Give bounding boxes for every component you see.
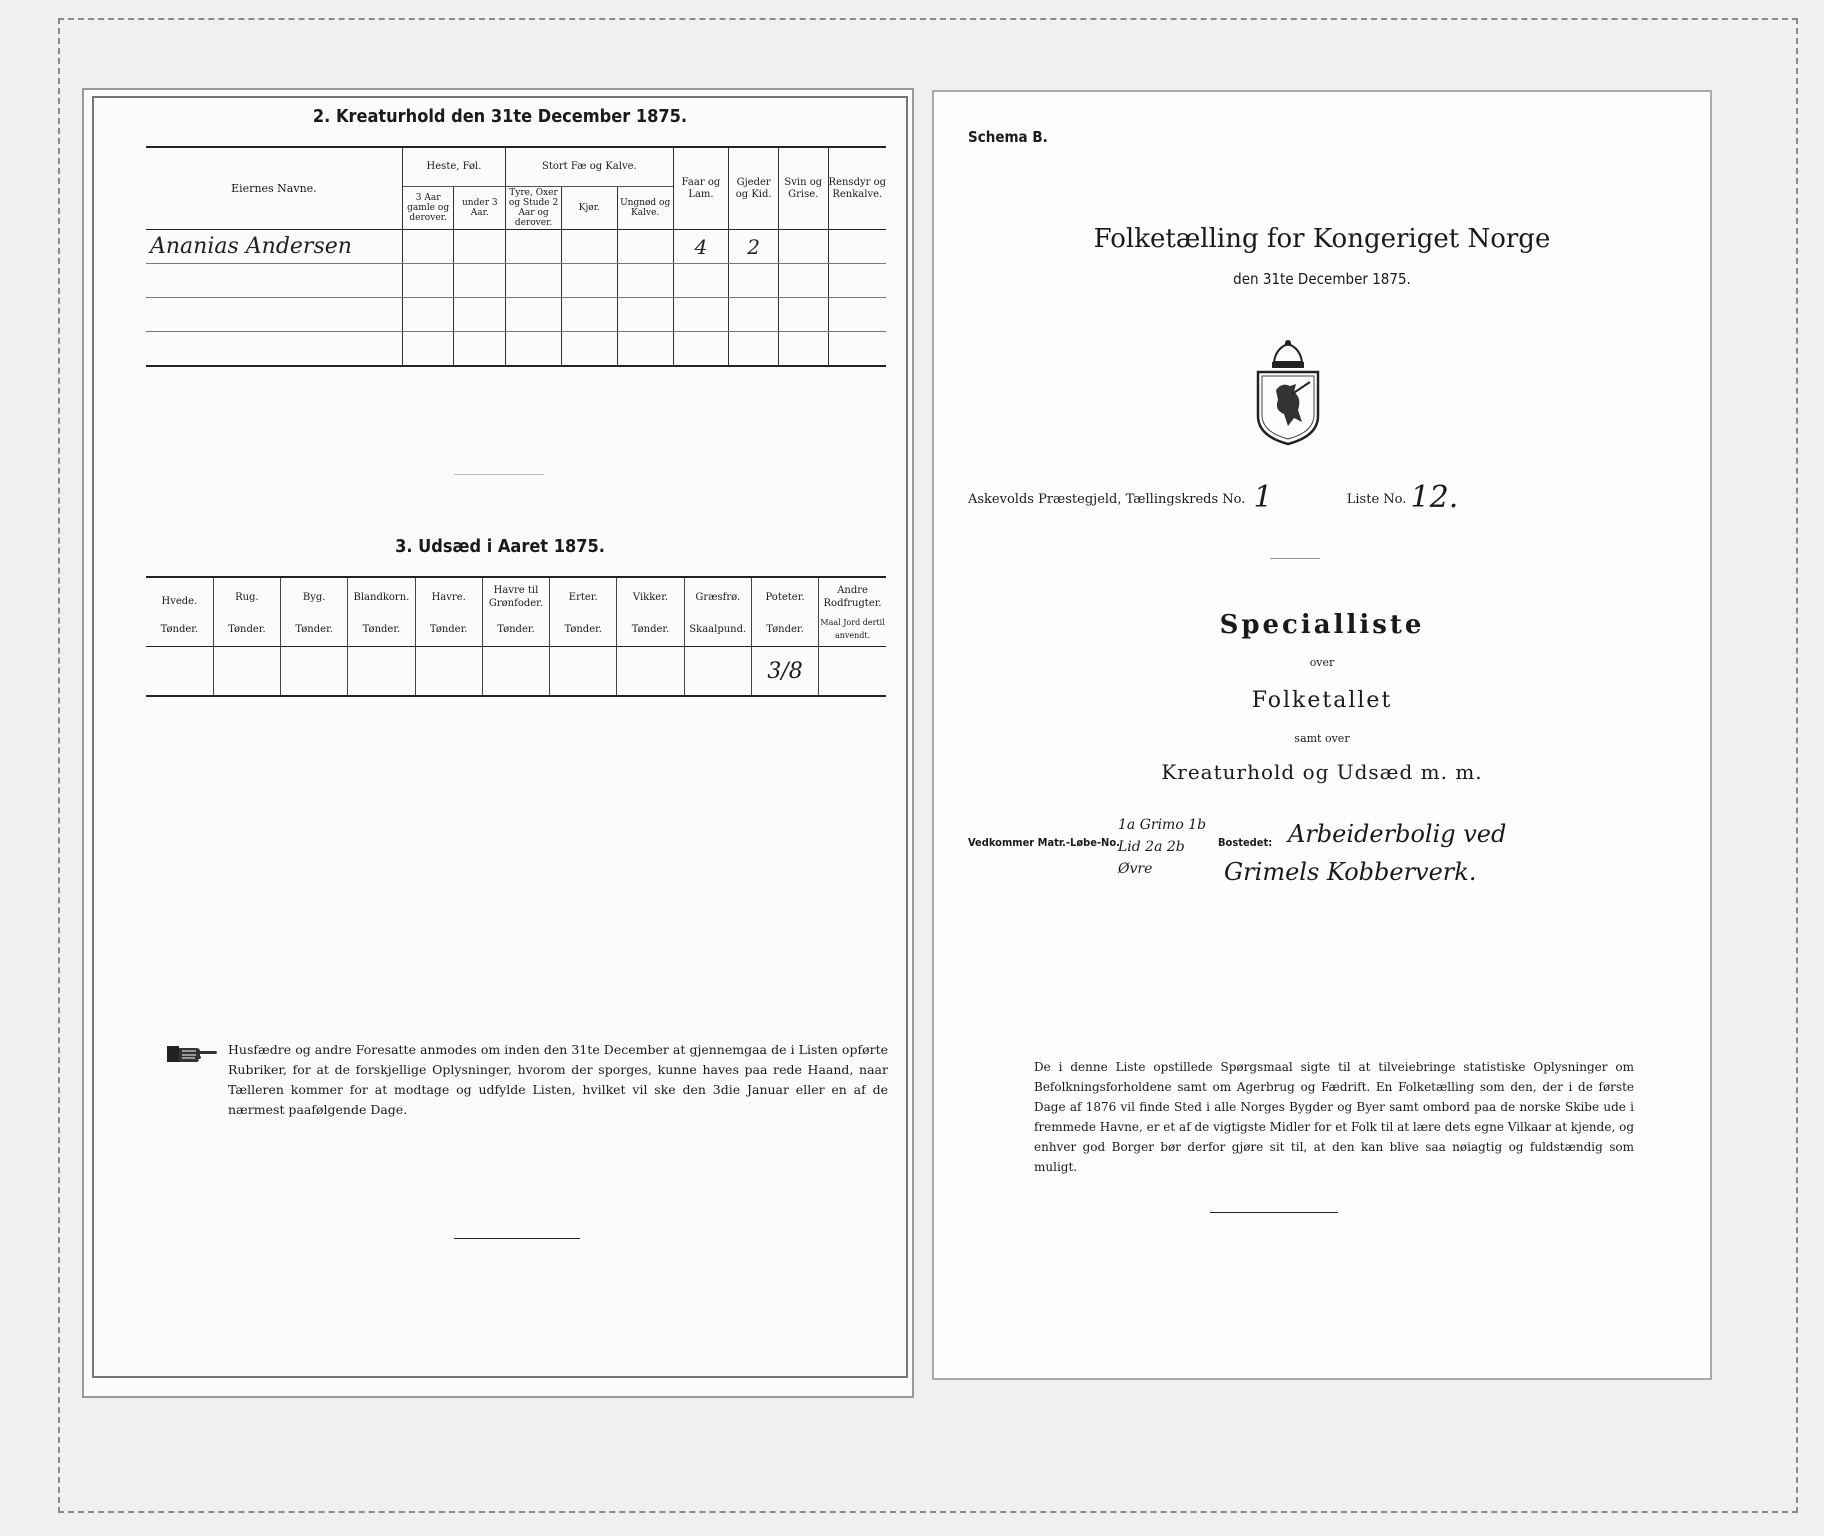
matr-label: Vedkommer Matr.-Løbe-No. [968, 836, 1120, 849]
divider [1210, 1212, 1338, 1213]
value-cell [213, 647, 280, 697]
bosted-line-2: Grimels Kobberverk. [1224, 858, 1477, 886]
section3-title: 3. Udsæd i Aaret 1875. [395, 536, 605, 557]
cattle-header: Stort Fæ og Kalve. [506, 147, 673, 187]
unit-label: Tønder. [751, 616, 818, 647]
divider [454, 1238, 580, 1239]
unit-label: Tønder. [213, 616, 280, 647]
table-row [146, 298, 886, 332]
folketallet-title: Folketallet [1251, 688, 1393, 713]
cattle-sub-bulls: Tyre, Oxer og Stude 2 Aar og derover. [506, 187, 562, 230]
kreatur-title: Kreaturhold og Udsæd m. m. [1161, 760, 1483, 784]
value-cell [828, 230, 886, 264]
cattle-sub-calves: Ungnød og Kalve. [617, 187, 673, 230]
value-cell [402, 230, 454, 264]
instructions-notice: Husfædre og andre Foresatte anmodes om inden den 31te December at gjennemgaa de i Listen opførte Rubriker, for at de forskjellige Oplysninger, hvorom der sporges, kunne haves paa rede Haand, naar Tælleren kommer for at modtage og udfylde Listen, hvilket vil ske den 3die Januar eller en af de nærmest paafølgende Dage. [228, 1042, 888, 1117]
coat-of-arms-icon [1252, 338, 1324, 446]
col-header: Andre Rodfrugter. [819, 577, 886, 616]
unit-label: Tønder. [482, 616, 549, 647]
district-prefix: Askevolds Præstegjeld, Tællingskreds No. [968, 492, 1246, 507]
owner-name [146, 298, 402, 332]
value-cell [415, 647, 482, 697]
value-cell [146, 647, 213, 697]
reindeer-header: Rensdyr og Renkalve. [828, 147, 886, 230]
unit-label: Tønder. [348, 616, 415, 647]
table-row [146, 647, 886, 697]
sowing-table [146, 576, 886, 697]
value-cell [561, 230, 617, 264]
list-label: Liste No. [1346, 492, 1407, 507]
unit-label: Tønder. [281, 616, 348, 647]
col-header: Byg. [281, 577, 348, 616]
divider [1270, 558, 1320, 559]
potatoes-value: 3/8 [751, 647, 818, 697]
col-header: Poteter. [751, 577, 818, 616]
unit-label: Skaalpund. [684, 616, 751, 647]
value-cell [684, 647, 751, 697]
col-header: Havre. [415, 577, 482, 616]
horses-sub-young: under 3 Aar. [454, 187, 506, 230]
col-header: Hvede. [146, 577, 213, 616]
horses-header: Heste, Føl. [402, 147, 505, 187]
pigs-header: Svin og Grise. [778, 147, 828, 230]
table-row [146, 332, 886, 367]
table-row [146, 230, 886, 264]
list-number: 12. [1410, 480, 1459, 515]
col-header: Rug. [213, 577, 280, 616]
goats-value: 2 [729, 230, 779, 264]
value-cell [778, 230, 828, 264]
sheep-header: Faar og Lam. [673, 147, 729, 230]
value-cell [550, 647, 617, 697]
value-cell [482, 647, 549, 697]
unit-label: Tønder. [146, 616, 213, 647]
owner-name [146, 264, 402, 298]
district-line [968, 476, 1688, 515]
over-label: over [1309, 656, 1335, 669]
value-cell [348, 647, 415, 697]
col-header: Blandkorn. [348, 577, 415, 616]
special-list-title: Specialliste [1219, 610, 1425, 640]
section2-title: 2. Kreaturhold den 31te December 1875. [312, 106, 688, 127]
col-header: Græsfrø. [684, 577, 751, 616]
col-header: Vikker. [617, 577, 684, 616]
value-cell [819, 647, 886, 697]
unit-label: Maal Jord dertil anvendt. [819, 616, 886, 647]
owner-name [146, 332, 402, 367]
horses-sub-old: 3 Aar gamle og derover. [402, 187, 454, 230]
pointing-hand-icon [166, 1042, 218, 1066]
owner-header: Eiernes Navne. [146, 147, 402, 230]
census-title: Folketælling for Kongeriget Norge [1093, 224, 1551, 254]
owner-name: Ananias Andersen [146, 230, 402, 264]
census-explanation: De i denne Liste opstillede Spørgsmaal sigte til at tilveiebringe statistiske Oplysninger om Befolkningsforholdene samt om Agerbrug og Fædrift. En Folketælling som den, der i de første Dage af 1876 vil finde Sted i alle Norges Bygder og Byer samt ombord paa de norske Skibe ude i fremmede Havne, er et af de vigtigste Midler for et Folk til at lære dets egne Vilkaar at kjende, og enhver god Borger bør derfor gjøre sit til, at den kan blive saa nøiagtig og fuldstændig som muligt. [1034, 1060, 1634, 1174]
bosted-label: Bostedet: [1218, 836, 1273, 849]
col-header: Erter. [550, 577, 617, 616]
schema-label: Schema B. [968, 128, 1048, 146]
census-date: den 31te December 1875. [1233, 270, 1411, 288]
goats-header: Gjeder og Kid. [729, 147, 779, 230]
right-page [932, 90, 1712, 1380]
matr-values: 1a Grimo 1b Lid 2a 2b Øvre [1118, 817, 1207, 877]
cattle-sub-cows: Kjør. [561, 187, 617, 230]
unit-label: Tønder. [415, 616, 482, 647]
table-row [146, 264, 886, 298]
value-cell [617, 647, 684, 697]
value-cell [617, 230, 673, 264]
district-number: 1 [1253, 480, 1273, 515]
bosted-line-1: Arbeiderbolig ved [1288, 820, 1507, 848]
value-cell [454, 230, 506, 264]
samt-over-label: samt over [1294, 732, 1350, 745]
col-header: Havre til Grønfoder. [482, 577, 549, 616]
unit-label: Tønder. [617, 616, 684, 647]
property-info [968, 814, 1708, 894]
sheep-value: 4 [673, 230, 729, 264]
value-cell [281, 647, 348, 697]
unit-label: Tønder. [550, 616, 617, 647]
divider [454, 474, 544, 475]
left-page [92, 96, 908, 1378]
value-cell [506, 230, 562, 264]
livestock-table [146, 146, 886, 367]
